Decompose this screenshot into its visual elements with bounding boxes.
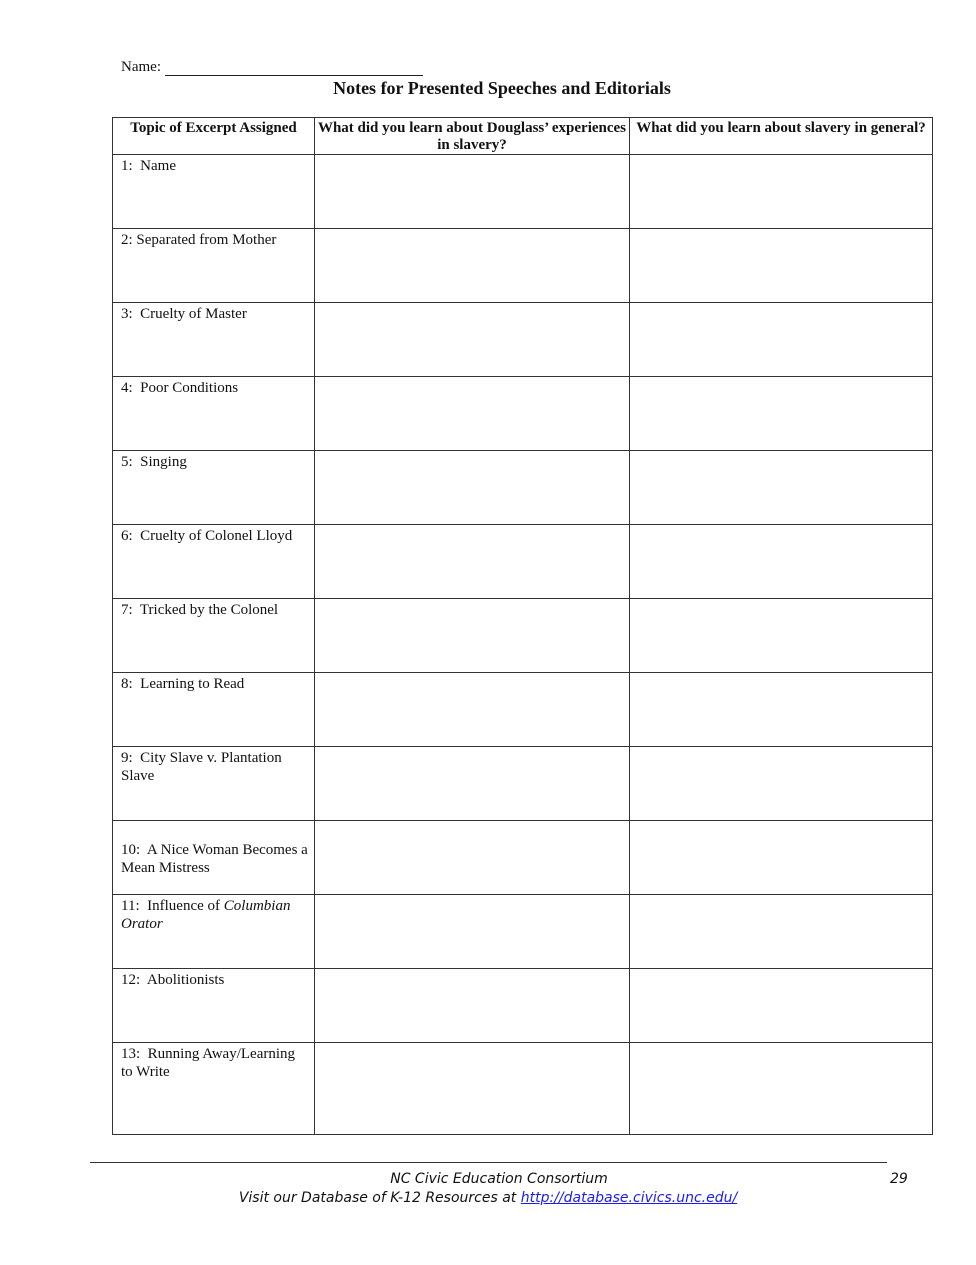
- topic-cell: [113, 155, 315, 229]
- page-title: Notes for Presented Speeches and Editorials: [333, 78, 671, 98]
- topic-text: Cruelty of Master: [140, 306, 247, 322]
- table-row: [113, 525, 933, 599]
- table-row: [113, 599, 933, 673]
- slavery-notes-cell[interactable]: [630, 155, 933, 229]
- notes-table: [112, 117, 933, 1135]
- table-row: [113, 155, 933, 229]
- topic-text: Poor Conditions: [140, 380, 239, 396]
- topic-number: 13:: [121, 1046, 141, 1062]
- slavery-notes-cell[interactable]: [630, 303, 933, 377]
- slavery-notes-cell[interactable]: [630, 1043, 933, 1135]
- table-row: [113, 377, 933, 451]
- slavery-notes-cell[interactable]: [630, 599, 933, 673]
- douglass-notes-cell[interactable]: [315, 155, 630, 229]
- douglass-notes-cell[interactable]: [315, 303, 630, 377]
- topic-text: Learning to Read: [140, 676, 245, 692]
- topic-number: 6:: [121, 528, 133, 544]
- douglass-notes-cell[interactable]: [315, 1043, 630, 1135]
- name-field: [121, 59, 423, 76]
- topic-cell: [113, 747, 315, 821]
- organization-name: NC Civic Education Consortium: [390, 1171, 608, 1187]
- topic-number: 2:: [121, 232, 133, 248]
- douglass-notes-cell[interactable]: [315, 895, 630, 969]
- topic-number: 1:: [121, 158, 133, 174]
- slavery-notes-cell[interactable]: [630, 451, 933, 525]
- table-row: [113, 821, 933, 895]
- douglass-notes-cell[interactable]: [315, 451, 630, 525]
- topic-cell: [113, 895, 315, 969]
- table-row: [113, 895, 933, 969]
- topic-cell: [113, 229, 315, 303]
- topic-number: 8:: [121, 676, 133, 692]
- slavery-notes-cell[interactable]: [630, 747, 933, 821]
- topic-text-italic: Columbian Orator: [121, 898, 291, 932]
- topic-number: 9:: [121, 750, 133, 766]
- douglass-notes-cell[interactable]: [315, 673, 630, 747]
- name-blank-line[interactable]: [165, 59, 423, 76]
- slavery-notes-cell[interactable]: [630, 895, 933, 969]
- topic-text: Singing: [140, 454, 187, 470]
- slavery-notes-cell[interactable]: [630, 969, 933, 1043]
- topic-cell: [113, 303, 315, 377]
- topic-cell: [113, 525, 315, 599]
- name-label: Name:: [121, 59, 161, 75]
- column-header-topic: Topic of Excerpt Assigned: [113, 118, 315, 155]
- topic-cell: [113, 451, 315, 525]
- footer-organization: [0, 1171, 976, 1187]
- topic-text: Running Away/Learning to Write: [121, 1046, 296, 1080]
- douglass-notes-cell[interactable]: [315, 747, 630, 821]
- topic-number: 3:: [121, 306, 133, 322]
- table-row: [113, 747, 933, 821]
- slavery-notes-cell[interactable]: [630, 525, 933, 599]
- table-row: [113, 451, 933, 525]
- topic-number: 4:: [121, 380, 133, 396]
- database-link[interactable]: http://database.civics.unc.edu/: [520, 1190, 738, 1206]
- douglass-notes-cell[interactable]: [315, 229, 630, 303]
- douglass-notes-cell[interactable]: [315, 969, 630, 1043]
- topic-cell: [113, 969, 315, 1043]
- topic-cell: [113, 673, 315, 747]
- column-header-slavery-general: What did you learn about slavery in general?: [630, 118, 933, 155]
- slavery-notes-cell[interactable]: [630, 229, 933, 303]
- column-header-douglass-experiences: What did you learn about Douglass’ experiences in slavery?: [315, 118, 630, 155]
- topic-text: Separated from Mother: [136, 232, 277, 248]
- topic-number: 10:: [121, 842, 141, 858]
- topic-cell: [113, 1043, 315, 1135]
- table-header-row: [113, 118, 933, 155]
- visit-text: Visit our Database of K-12 Resources at: [238, 1190, 517, 1206]
- table-row: [113, 673, 933, 747]
- table-row: [113, 229, 933, 303]
- topic-cell: [113, 599, 315, 673]
- footer-visit-line: [0, 1190, 976, 1206]
- topic-text: Name: [140, 158, 176, 174]
- topic-number: 12:: [121, 972, 141, 988]
- topic-text: City Slave v. Plantation Slave: [121, 750, 282, 784]
- topic-number: 7:: [121, 602, 133, 618]
- topic-text: Abolitionists: [146, 972, 225, 988]
- topic-number: 11:: [121, 898, 140, 914]
- topic-text: Influence of: [147, 898, 221, 914]
- douglass-notes-cell[interactable]: [315, 599, 630, 673]
- topic-text: A Nice Woman Becomes a Mean Mistress: [121, 842, 308, 876]
- topic-text: Tricked by the Colonel: [139, 602, 279, 618]
- slavery-notes-cell[interactable]: [630, 821, 933, 895]
- footer-divider: [90, 1162, 887, 1163]
- douglass-notes-cell[interactable]: [315, 821, 630, 895]
- topic-cell: [113, 377, 315, 451]
- table-row: [113, 969, 933, 1043]
- table-row: [113, 1043, 933, 1135]
- slavery-notes-cell[interactable]: [630, 377, 933, 451]
- topic-cell: [113, 821, 315, 895]
- slavery-notes-cell[interactable]: [630, 673, 933, 747]
- table-row: [113, 303, 933, 377]
- topic-number: 5:: [121, 454, 133, 470]
- douglass-notes-cell[interactable]: [315, 377, 630, 451]
- douglass-notes-cell[interactable]: [315, 525, 630, 599]
- page-number: 29: [890, 1171, 908, 1187]
- topic-text: Cruelty of Colonel Lloyd: [140, 528, 293, 544]
